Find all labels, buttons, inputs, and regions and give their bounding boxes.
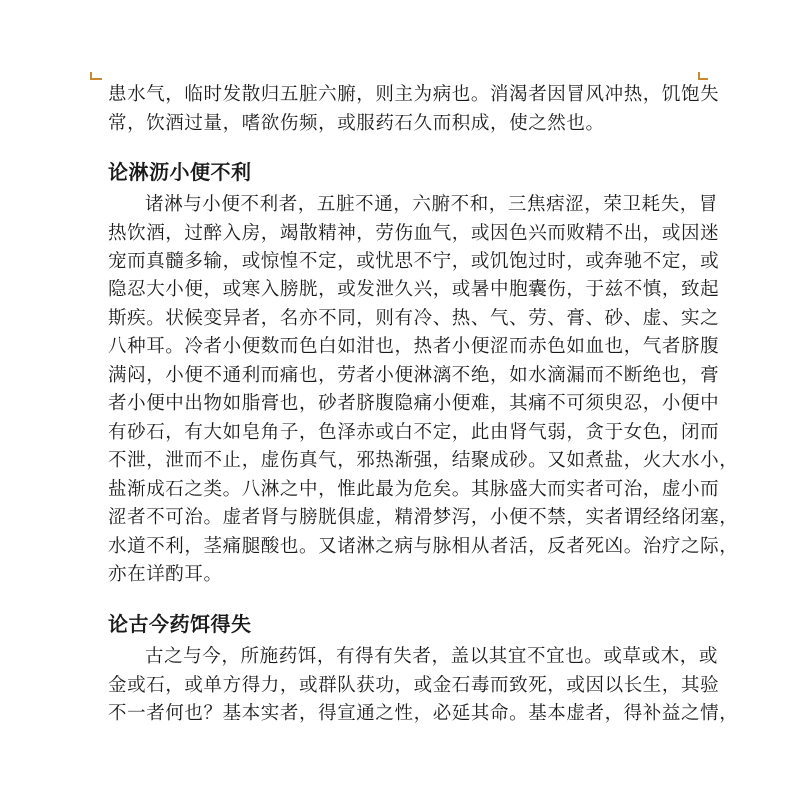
section-heading: 论淋沥小便不利	[108, 160, 252, 184]
text-line: 盐渐成石之类。八淋之中，惟此最为危矣。其脉盛大而实者可治，虚小而	[108, 479, 720, 500]
text-line: 满闷，小便不通利而痛也，劳者小便淋漓不绝，如水滴漏而不断绝也，膏	[108, 365, 720, 386]
crop-mark-top-left	[90, 72, 102, 80]
text-line: 患水气，临时发散归五脏六腑，则主为病也。消渴者因冒风冲热，饥饱失	[108, 84, 720, 105]
text-line: 不一者何也？基本实者，得宣通之性，必延其命。基本虚者，得补益之情，	[108, 703, 739, 724]
text-line: 涩者不可治。虚者肾与膀胱俱虚，精滑梦泻，小便不禁，实者谓经络闭塞，	[108, 507, 739, 528]
crop-mark-top-right	[698, 72, 708, 80]
text-line: 隐忍大小便，或寒入膀胱，或发泄久兴，或暑中胞囊伤，于兹不慎，致起	[108, 279, 720, 300]
text-line: 斯疾。状候变异者，名亦不同，则有冷、热、气、劳、膏、砂、虚、实之	[108, 308, 720, 329]
text-line: 金或石，或单方得力，或群队获功，或金石毒而致死，或因以长生，其验	[108, 675, 720, 696]
text-line: 不泄，泄而不止，虚伤真气，邪热渐强，结聚成砂。又如煮盐，火大水小，	[108, 450, 739, 471]
text-line: 常，饮酒过量，嗜欲伤频，或服药石久而积成，使之然也。	[108, 113, 605, 134]
text-line: 宠而真髓多输，或惊惶不定，或忧思不宁，或饥饱过时，或奔驰不定，或	[108, 251, 720, 272]
text-line: 者小便中出物如脂膏也，砂者脐腹隐痛小便难，其痛不可须臾忍，小便中	[108, 393, 720, 414]
text-line: 古之与今，所施药饵，有得有失者，盖以其宜不宜也。或草或木，或	[145, 646, 719, 667]
text-line: 诸淋与小便不利者，五脏不通，六腑不和，三焦痞涩，荣卫耗失，冒	[145, 194, 719, 215]
text-line: 热饮酒，过醉入房，竭散精神，劳伤血气，或因色兴而败精不出，或因迷	[108, 223, 720, 244]
text-line: 亦在详酌耳。	[108, 564, 223, 585]
text-line: 八种耳。冷者小便数而色白如泔也，热者小便涩而赤色如血也，气者脐腹	[108, 336, 720, 357]
text-line: 水道不利，茎痛腿酸也。又诸淋之病与脉相从者活，反者死凶。治疗之际，	[108, 536, 739, 557]
section-heading: 论古今药饵得失	[108, 612, 252, 636]
text-line: 有砂石，有大如皂角子，色泽赤或白不定，此由肾气弱，贪于女色，闭而	[108, 422, 720, 443]
